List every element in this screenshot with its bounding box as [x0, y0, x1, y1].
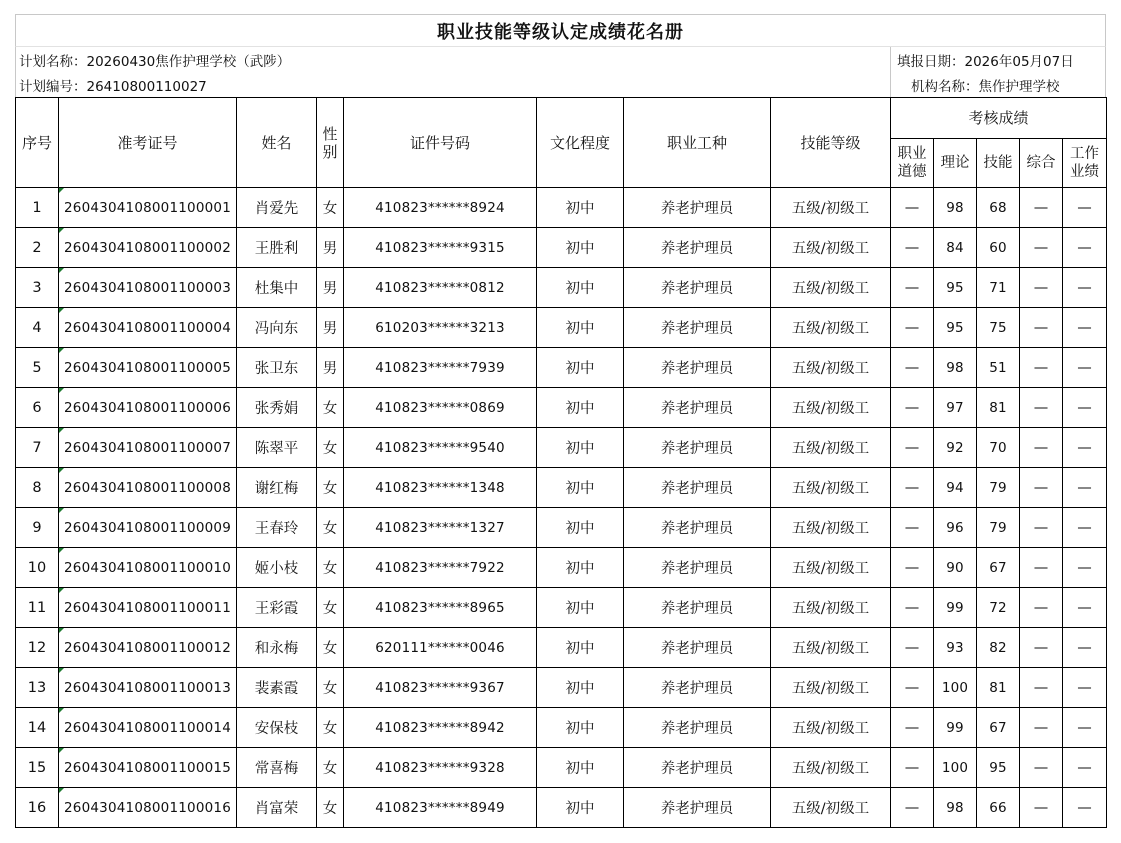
- cell-education: 初中: [537, 548, 624, 588]
- cell-seq: 14: [16, 708, 59, 748]
- cell-theory: 98: [934, 188, 977, 228]
- table-row: [16, 268, 1107, 308]
- cell-work: —: [1063, 708, 1107, 748]
- cell-gender: 女: [317, 748, 344, 788]
- cell-gender: 女: [317, 468, 344, 508]
- cell-level: 五级/初级工: [771, 308, 891, 348]
- cell-theory: 99: [934, 708, 977, 748]
- table-row: [16, 348, 1107, 388]
- cell-occupation: 养老护理员: [624, 668, 771, 708]
- plan-name-label: 计划名称：: [19, 53, 87, 70]
- cell-work: —: [1063, 748, 1107, 788]
- ticket-number: 2604304108001100004: [64, 319, 231, 336]
- cell-id: 410823******7939: [344, 348, 537, 388]
- cell-ethics: —: [891, 708, 934, 748]
- cell-overall: —: [1020, 708, 1063, 748]
- cell-ethics: —: [891, 668, 934, 708]
- cell-skill: 67: [977, 708, 1020, 748]
- cell-seq: 9: [16, 508, 59, 548]
- cell-gender: 女: [317, 548, 344, 588]
- header-scores: 考核成绩: [891, 98, 1107, 139]
- cell-gender: 女: [317, 508, 344, 548]
- cell-level: 五级/初级工: [771, 628, 891, 668]
- cell-level: 五级/初级工: [771, 228, 891, 268]
- error-indicator-icon: [59, 788, 64, 793]
- header-name: 姓名: [237, 98, 317, 188]
- cell-theory: 96: [934, 508, 977, 548]
- cell-gender: 男: [317, 268, 344, 308]
- cell-seq: 13: [16, 668, 59, 708]
- cell-overall: —: [1020, 308, 1063, 348]
- cell-level: 五级/初级工: [771, 588, 891, 628]
- cell-overall: —: [1020, 388, 1063, 428]
- cell-ethics: —: [891, 628, 934, 668]
- cell-education: 初中: [537, 708, 624, 748]
- cell-overall: —: [1020, 548, 1063, 588]
- cell-ticket: [59, 508, 237, 548]
- cell-education: 初中: [537, 628, 624, 668]
- cell-name: 王春玲: [237, 508, 317, 548]
- cell-ethics: —: [891, 388, 934, 428]
- table-row: [16, 668, 1107, 708]
- error-indicator-icon: [59, 468, 64, 473]
- cell-name: 杜集中: [237, 268, 317, 308]
- cell-gender: 女: [317, 188, 344, 228]
- cell-theory: 84: [934, 228, 977, 268]
- cell-work: —: [1063, 548, 1107, 588]
- cell-skill: 81: [977, 668, 1020, 708]
- cell-level: 五级/初级工: [771, 428, 891, 468]
- cell-occupation: 养老护理员: [624, 268, 771, 308]
- error-indicator-icon: [59, 428, 64, 433]
- table-row: [16, 388, 1107, 428]
- ticket-number: 2604304108001100013: [64, 679, 231, 696]
- table-row: [16, 708, 1107, 748]
- cell-ticket: [59, 548, 237, 588]
- header-level: 技能等级: [771, 98, 891, 188]
- table-row: [16, 788, 1107, 828]
- cell-overall: —: [1020, 788, 1063, 828]
- cell-seq: 12: [16, 628, 59, 668]
- report-date: [890, 47, 1105, 72]
- ticket-number: 2604304108001100003: [64, 279, 231, 296]
- score-table: [15, 97, 1107, 828]
- cell-level: 五级/初级工: [771, 348, 891, 388]
- score-table-body: [16, 188, 1107, 828]
- ticket-number: 2604304108001100010: [64, 559, 231, 576]
- cell-level: 五级/初级工: [771, 708, 891, 748]
- cell-seq: 8: [16, 468, 59, 508]
- error-indicator-icon: [59, 668, 64, 673]
- cell-education: 初中: [537, 268, 624, 308]
- error-indicator-icon: [59, 508, 64, 513]
- cell-education: 初中: [537, 788, 624, 828]
- cell-skill: 70: [977, 428, 1020, 468]
- plan-no-label: 计划编号：: [19, 78, 87, 95]
- report-date-value: 2026年05月07日: [964, 53, 1074, 70]
- cell-seq: 4: [16, 308, 59, 348]
- cell-ethics: —: [891, 268, 934, 308]
- cell-level: 五级/初级工: [771, 508, 891, 548]
- ticket-number: 2604304108001100011: [64, 599, 231, 616]
- cell-work: —: [1063, 468, 1107, 508]
- cell-level: 五级/初级工: [771, 188, 891, 228]
- cell-skill: 82: [977, 628, 1020, 668]
- cell-ticket: [59, 388, 237, 428]
- cell-level: 五级/初级工: [771, 388, 891, 428]
- cell-occupation: 养老护理员: [624, 508, 771, 548]
- cell-seq: 6: [16, 388, 59, 428]
- header-work: 工作业绩: [1063, 139, 1107, 188]
- table-row: [16, 508, 1107, 548]
- org-name-label: 机构名称：: [911, 78, 979, 95]
- cell-occupation: 养老护理员: [624, 188, 771, 228]
- error-indicator-icon: [59, 308, 64, 313]
- cell-ticket: [59, 588, 237, 628]
- cell-gender: 女: [317, 668, 344, 708]
- cell-education: 初中: [537, 388, 624, 428]
- error-indicator-icon: [59, 388, 64, 393]
- error-indicator-icon: [59, 588, 64, 593]
- cell-ethics: —: [891, 588, 934, 628]
- cell-seq: 2: [16, 228, 59, 268]
- cell-id: 410823******8942: [344, 708, 537, 748]
- ticket-number: 2604304108001100016: [64, 799, 231, 816]
- cell-name: 张秀娟: [237, 388, 317, 428]
- cell-gender: 女: [317, 388, 344, 428]
- table-row: [16, 468, 1107, 508]
- cell-skill: 95: [977, 748, 1020, 788]
- cell-id: 410823******9540: [344, 428, 537, 468]
- cell-name: 安保枝: [237, 708, 317, 748]
- cell-work: —: [1063, 428, 1107, 468]
- cell-theory: 98: [934, 348, 977, 388]
- error-indicator-icon: [59, 748, 64, 753]
- ticket-number: 2604304108001100015: [64, 759, 231, 776]
- ticket-number: 2604304108001100009: [64, 519, 231, 536]
- error-indicator-icon: [59, 268, 64, 273]
- cell-ticket: [59, 268, 237, 308]
- cell-seq: 1: [16, 188, 59, 228]
- cell-theory: 95: [934, 268, 977, 308]
- cell-gender: 女: [317, 628, 344, 668]
- cell-seq: 15: [16, 748, 59, 788]
- cell-seq: 5: [16, 348, 59, 388]
- cell-theory: 100: [934, 748, 977, 788]
- cell-occupation: 养老护理员: [624, 748, 771, 788]
- cell-name: 裴素霞: [237, 668, 317, 708]
- cell-ticket: [59, 348, 237, 388]
- ticket-number: 2604304108001100001: [64, 199, 231, 216]
- cell-overall: —: [1020, 508, 1063, 548]
- ticket-number: 2604304108001100008: [64, 479, 231, 496]
- header-seq: 序号: [16, 98, 59, 188]
- cell-seq: 10: [16, 548, 59, 588]
- document-title: 职业技能等级认定成绩花名册: [15, 14, 1106, 46]
- cell-occupation: 养老护理员: [624, 388, 771, 428]
- table-row: [16, 228, 1107, 268]
- cell-theory: 94: [934, 468, 977, 508]
- cell-gender: 男: [317, 228, 344, 268]
- cell-id: 620111******0046: [344, 628, 537, 668]
- cell-work: —: [1063, 788, 1107, 828]
- cell-work: —: [1063, 668, 1107, 708]
- cell-skill: 68: [977, 188, 1020, 228]
- header-theory: 理论: [934, 139, 977, 188]
- cell-id: 410823******9328: [344, 748, 537, 788]
- cell-ticket: [59, 748, 237, 788]
- cell-level: 五级/初级工: [771, 468, 891, 508]
- cell-theory: 100: [934, 668, 977, 708]
- cell-ticket: [59, 428, 237, 468]
- cell-seq: 3: [16, 268, 59, 308]
- header-overall: 综合: [1020, 139, 1063, 188]
- cell-occupation: 养老护理员: [624, 708, 771, 748]
- cell-name: 张卫东: [237, 348, 317, 388]
- cell-theory: 99: [934, 588, 977, 628]
- cell-level: 五级/初级工: [771, 788, 891, 828]
- cell-name: 陈翠平: [237, 428, 317, 468]
- cell-id: 410823******8949: [344, 788, 537, 828]
- error-indicator-icon: [59, 348, 64, 353]
- table-row: [16, 188, 1107, 228]
- cell-work: —: [1063, 628, 1107, 668]
- cell-seq: 11: [16, 588, 59, 628]
- cell-ethics: —: [891, 748, 934, 788]
- cell-education: 初中: [537, 428, 624, 468]
- cell-gender: 男: [317, 308, 344, 348]
- cell-id: 410823******1348: [344, 468, 537, 508]
- cell-skill: 75: [977, 308, 1020, 348]
- ticket-number: 2604304108001100012: [64, 639, 231, 656]
- cell-overall: —: [1020, 668, 1063, 708]
- cell-id: 410823******1327: [344, 508, 537, 548]
- cell-skill: 51: [977, 348, 1020, 388]
- cell-ticket: [59, 628, 237, 668]
- cell-ethics: —: [891, 508, 934, 548]
- header-ethics: 职业道德: [891, 139, 934, 188]
- plan-no-value: 26410800110027: [86, 78, 207, 95]
- error-indicator-icon: [59, 228, 64, 233]
- header-ticket: 准考证号: [59, 98, 237, 188]
- cell-ethics: —: [891, 428, 934, 468]
- cell-occupation: 养老护理员: [624, 588, 771, 628]
- table-row: [16, 588, 1107, 628]
- cell-occupation: 养老护理员: [624, 788, 771, 828]
- cell-overall: —: [1020, 468, 1063, 508]
- table-row: [16, 428, 1107, 468]
- header-skill: 技能: [977, 139, 1020, 188]
- cell-occupation: 养老护理员: [624, 628, 771, 668]
- cell-theory: 90: [934, 548, 977, 588]
- cell-id: 410823******0869: [344, 388, 537, 428]
- plan-no: [16, 75, 207, 95]
- cell-education: 初中: [537, 508, 624, 548]
- cell-seq: 16: [16, 788, 59, 828]
- header-id: 证件号码: [344, 98, 537, 188]
- cell-overall: —: [1020, 348, 1063, 388]
- cell-education: 初中: [537, 668, 624, 708]
- ticket-number: 2604304108001100007: [64, 439, 231, 456]
- error-indicator-icon: [59, 708, 64, 713]
- cell-occupation: 养老护理员: [624, 308, 771, 348]
- cell-level: 五级/初级工: [771, 548, 891, 588]
- cell-work: —: [1063, 588, 1107, 628]
- cell-education: 初中: [537, 348, 624, 388]
- cell-name: 冯向东: [237, 308, 317, 348]
- cell-ticket: [59, 468, 237, 508]
- cell-occupation: 养老护理员: [624, 228, 771, 268]
- cell-gender: 男: [317, 348, 344, 388]
- ticket-number: 2604304108001100005: [64, 359, 231, 376]
- cell-ethics: —: [891, 468, 934, 508]
- table-row: [16, 748, 1107, 788]
- cell-skill: 79: [977, 508, 1020, 548]
- cell-theory: 97: [934, 388, 977, 428]
- plan-name-value: 20260430焦作护理学校（武陟）: [86, 53, 291, 70]
- ticket-number: 2604304108001100002: [64, 239, 231, 256]
- info-row-plan-no: [15, 72, 1106, 97]
- cell-ethics: —: [891, 788, 934, 828]
- cell-theory: 98: [934, 788, 977, 828]
- cell-name: 姬小枝: [237, 548, 317, 588]
- cell-occupation: 养老护理员: [624, 348, 771, 388]
- cell-name: 常喜梅: [237, 748, 317, 788]
- cell-ticket: [59, 228, 237, 268]
- cell-ticket: [59, 668, 237, 708]
- cell-overall: —: [1020, 588, 1063, 628]
- cell-education: 初中: [537, 748, 624, 788]
- info-row-plan-name: [15, 46, 1106, 72]
- cell-ticket: [59, 708, 237, 748]
- ticket-number: 2604304108001100006: [64, 399, 231, 416]
- org-name-value: 焦作护理学校: [978, 78, 1060, 95]
- cell-gender: 女: [317, 708, 344, 748]
- plan-name: [16, 50, 290, 70]
- cell-ethics: —: [891, 188, 934, 228]
- cell-work: —: [1063, 188, 1107, 228]
- cell-work: —: [1063, 308, 1107, 348]
- cell-ethics: —: [891, 228, 934, 268]
- cell-name: 和永梅: [237, 628, 317, 668]
- roster-sheet: [15, 14, 1106, 828]
- cell-theory: 92: [934, 428, 977, 468]
- cell-id: 610203******3213: [344, 308, 537, 348]
- cell-overall: —: [1020, 188, 1063, 228]
- cell-id: 410823******8924: [344, 188, 537, 228]
- cell-id: 410823******9315: [344, 228, 537, 268]
- cell-name: 王彩霞: [237, 588, 317, 628]
- cell-skill: 60: [977, 228, 1020, 268]
- cell-overall: —: [1020, 748, 1063, 788]
- cell-id: 410823******8965: [344, 588, 537, 628]
- cell-overall: —: [1020, 428, 1063, 468]
- cell-name: 王胜利: [237, 228, 317, 268]
- cell-work: —: [1063, 508, 1107, 548]
- cell-occupation: 养老护理员: [624, 548, 771, 588]
- cell-ticket: [59, 788, 237, 828]
- cell-ticket: [59, 188, 237, 228]
- cell-ethics: —: [891, 548, 934, 588]
- table-row: [16, 308, 1107, 348]
- cell-id: 410823******7922: [344, 548, 537, 588]
- cell-education: 初中: [537, 468, 624, 508]
- cell-skill: 66: [977, 788, 1020, 828]
- cell-work: —: [1063, 348, 1107, 388]
- cell-education: 初中: [537, 308, 624, 348]
- cell-overall: —: [1020, 268, 1063, 308]
- cell-id: 410823******0812: [344, 268, 537, 308]
- error-indicator-icon: [59, 548, 64, 553]
- error-indicator-icon: [59, 628, 64, 633]
- cell-theory: 95: [934, 308, 977, 348]
- cell-overall: —: [1020, 228, 1063, 268]
- report-date-label: 填报日期：: [897, 53, 965, 70]
- cell-skill: 79: [977, 468, 1020, 508]
- cell-skill: 67: [977, 548, 1020, 588]
- cell-skill: 81: [977, 388, 1020, 428]
- cell-education: 初中: [537, 228, 624, 268]
- cell-name: 肖爱先: [237, 188, 317, 228]
- cell-gender: 女: [317, 788, 344, 828]
- cell-work: —: [1063, 268, 1107, 308]
- cell-seq: 7: [16, 428, 59, 468]
- ticket-number: 2604304108001100014: [64, 719, 231, 736]
- cell-work: —: [1063, 228, 1107, 268]
- cell-level: 五级/初级工: [771, 748, 891, 788]
- table-row: [16, 628, 1107, 668]
- cell-education: 初中: [537, 588, 624, 628]
- cell-ticket: [59, 308, 237, 348]
- cell-gender: 女: [317, 428, 344, 468]
- header-occupation: 职业工种: [624, 98, 771, 188]
- cell-overall: —: [1020, 628, 1063, 668]
- cell-gender: 女: [317, 588, 344, 628]
- cell-occupation: 养老护理员: [624, 468, 771, 508]
- cell-skill: 71: [977, 268, 1020, 308]
- header-gender: 性别: [317, 98, 344, 188]
- cell-ethics: —: [891, 348, 934, 388]
- cell-occupation: 养老护理员: [624, 428, 771, 468]
- cell-education: 初中: [537, 188, 624, 228]
- error-indicator-icon: [59, 188, 64, 193]
- cell-work: —: [1063, 388, 1107, 428]
- cell-ethics: —: [891, 308, 934, 348]
- cell-name: 肖富荣: [237, 788, 317, 828]
- org-name: [890, 72, 1105, 97]
- cell-level: 五级/初级工: [771, 668, 891, 708]
- cell-id: 410823******9367: [344, 668, 537, 708]
- table-row: [16, 548, 1107, 588]
- cell-theory: 93: [934, 628, 977, 668]
- cell-name: 谢红梅: [237, 468, 317, 508]
- cell-level: 五级/初级工: [771, 268, 891, 308]
- cell-skill: 72: [977, 588, 1020, 628]
- header-education: 文化程度: [537, 98, 624, 188]
